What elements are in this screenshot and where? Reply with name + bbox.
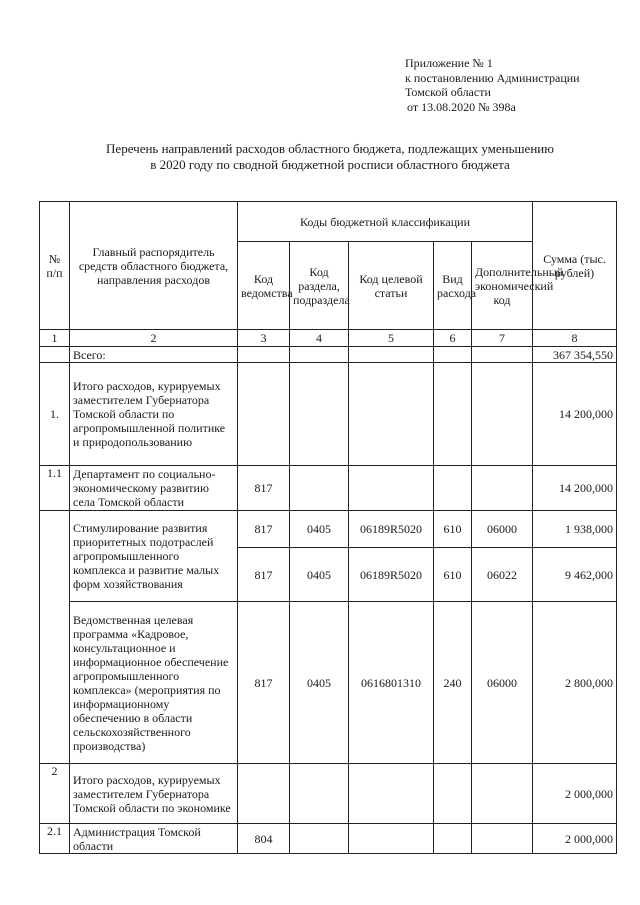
row-num: 1.1 bbox=[40, 466, 70, 511]
row-vid: 610 bbox=[434, 511, 472, 548]
appendix-block bbox=[405, 56, 580, 114]
row-name: Стимулирование развития приоритетных подотраслей агропромышленного комплекса и развитие малых форм хозяйствования bbox=[70, 511, 238, 602]
col-number: 2 bbox=[70, 330, 238, 347]
row-vid bbox=[434, 466, 472, 511]
row-ved bbox=[238, 764, 290, 824]
row-num: 2.1 bbox=[40, 824, 70, 854]
row-razdel bbox=[290, 764, 349, 824]
header-vid: Вид расхода bbox=[434, 242, 472, 330]
row-ved: 817 bbox=[238, 548, 290, 602]
header-vedomstvo: Код ведомства bbox=[238, 242, 290, 330]
row-name: Ведомственная целевая программа «Кадровое, консультационное и информационное обеспечение агропромышленного комплекса» (мероприятия по информационному обеспечению в области сельскохозяйственного производства) bbox=[70, 602, 238, 764]
row-target: 06189R5020 bbox=[349, 511, 434, 548]
header-main-admin: Главный распорядитель средств областного бюджета, направления расходов bbox=[70, 202, 238, 330]
row-razdel bbox=[290, 824, 349, 854]
header-target: Код целевой статьи bbox=[349, 242, 434, 330]
header-sum: Сумма (тыс. рублей) bbox=[533, 202, 617, 330]
appendix-line: к постановлению Администрации bbox=[405, 70, 580, 85]
row-num: 1. bbox=[40, 363, 70, 466]
row-dop: 06022 bbox=[472, 548, 533, 602]
row-target bbox=[349, 764, 434, 824]
row-name: Администрация Томской области bbox=[70, 824, 238, 854]
col-number: 4 bbox=[290, 330, 349, 347]
header-razdel: Код раздела, подраздела bbox=[290, 242, 349, 330]
row-vid: 240 bbox=[434, 602, 472, 764]
row-vid bbox=[434, 764, 472, 824]
row-dop bbox=[472, 466, 533, 511]
row-sum: 14 200,000 bbox=[533, 363, 617, 466]
expense-table bbox=[39, 201, 617, 854]
table-row bbox=[40, 824, 617, 854]
header-dop: Дополнительный экономический код bbox=[472, 242, 533, 330]
row-ved: 804 bbox=[238, 824, 290, 854]
row-dop bbox=[472, 764, 533, 824]
row-target bbox=[349, 466, 434, 511]
row-sum: 14 200,000 bbox=[533, 466, 617, 511]
row-name: Итого расходов, курируемых заместителем Губернатора Томской области по экономике bbox=[70, 764, 238, 824]
col-number: 3 bbox=[238, 330, 290, 347]
row-sum: 2 800,000 bbox=[533, 602, 617, 764]
col-number: 1 bbox=[40, 330, 70, 347]
appendix-line: Томской области bbox=[405, 85, 491, 99]
row-dop: 06000 bbox=[472, 602, 533, 764]
row-ved: 817 bbox=[238, 602, 290, 764]
header-num: № п/п bbox=[40, 202, 70, 330]
row-vid bbox=[434, 363, 472, 466]
row-vid bbox=[434, 824, 472, 854]
total-label: Всего: bbox=[70, 347, 238, 363]
row-ved: 817 bbox=[238, 511, 290, 548]
row-target: 0616801310 bbox=[349, 602, 434, 764]
row-name: Департамент по социально-экономическому развитию села Томской области bbox=[70, 466, 238, 511]
column-number-row bbox=[40, 330, 617, 347]
row-target: 06189R5020 bbox=[349, 548, 434, 602]
total-sum: 367 354,550 bbox=[533, 347, 617, 363]
total-row bbox=[40, 347, 617, 363]
row-vid: 610 bbox=[434, 548, 472, 602]
row-dop: 06000 bbox=[472, 511, 533, 548]
row-sum: 2 000,000 bbox=[533, 824, 617, 854]
table-row bbox=[40, 466, 617, 511]
title-line: в 2020 году по сводной бюджетной росписи областного бюджета bbox=[150, 156, 510, 172]
row-name: Итого расходов, курируемых заместителем Губернатора Томской области по агропромышленной политике и природопользованию bbox=[70, 363, 238, 466]
table-row bbox=[40, 363, 617, 466]
header-codes-group: Коды бюджетной классификации bbox=[238, 202, 533, 242]
appendix-line: от 13.08.2020 № 398а bbox=[407, 99, 516, 114]
row-sum: 9 462,000 bbox=[533, 548, 617, 602]
row-num: 2 bbox=[40, 764, 70, 824]
table-row bbox=[40, 764, 617, 824]
row-target bbox=[349, 824, 434, 854]
row-sum: 1 938,000 bbox=[533, 511, 617, 548]
row-sum: 2 000,000 bbox=[533, 764, 617, 824]
col-number: 8 bbox=[533, 330, 617, 347]
row-dop bbox=[472, 824, 533, 854]
row-razdel bbox=[290, 466, 349, 511]
appendix-line: Приложение № 1 bbox=[405, 56, 493, 70]
row-ved bbox=[238, 363, 290, 466]
document-title bbox=[40, 141, 620, 172]
row-dop bbox=[472, 363, 533, 466]
table-row bbox=[40, 511, 617, 548]
col-number: 5 bbox=[349, 330, 434, 347]
row-razdel: 0405 bbox=[290, 511, 349, 548]
row-razdel: 0405 bbox=[290, 602, 349, 764]
row-target bbox=[349, 363, 434, 466]
row-razdel bbox=[290, 363, 349, 466]
col-number: 7 bbox=[472, 330, 533, 347]
col-number: 6 bbox=[434, 330, 472, 347]
row-ved: 817 bbox=[238, 466, 290, 511]
title-line: Перечень направлений расходов областного бюджета, подлежащих уменьшению bbox=[106, 141, 554, 156]
table-row bbox=[40, 602, 617, 764]
row-razdel: 0405 bbox=[290, 548, 349, 602]
